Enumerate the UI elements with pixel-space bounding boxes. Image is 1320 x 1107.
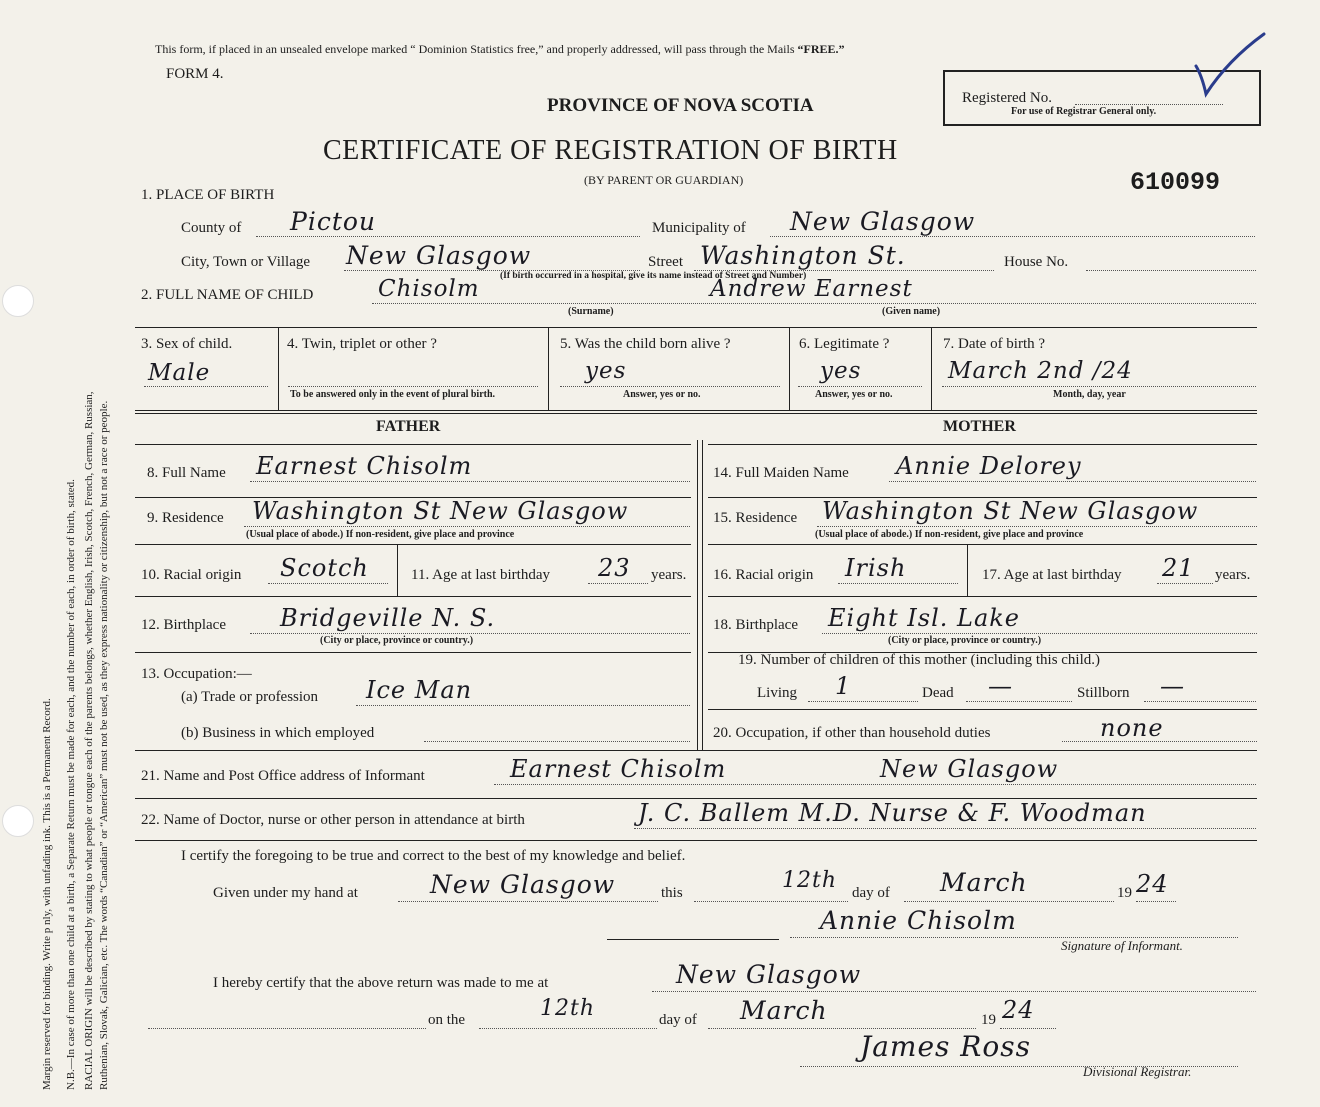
- informant-address-value: New Glasgow: [880, 755, 1059, 783]
- street-label: Street: [648, 254, 683, 270]
- binding-hole-top: [2, 285, 34, 317]
- informant-name-value: Earnest Chisolm: [510, 755, 727, 783]
- father-birthplace-label: 12. Birthplace: [141, 617, 226, 633]
- trade-value: Ice Man: [366, 676, 473, 704]
- page-subtitle: (BY PARENT OR GUARDIAN): [584, 173, 744, 187]
- mother-birthplace-label: 18. Birthplace: [713, 617, 798, 633]
- registrar-note: For use of Registrar General only.: [1011, 106, 1157, 117]
- legitimate-label: 6. Legitimate ?: [799, 336, 890, 352]
- checkmark-icon: [1188, 30, 1268, 100]
- registrar-year-value: 24: [1002, 996, 1035, 1024]
- street-value: Washington St.: [700, 241, 906, 270]
- mother-name-value: Annie Delorey: [896, 452, 1082, 480]
- father-residence-caption: (Usual place of abode.) If non-resident, give place and province: [246, 529, 515, 540]
- born-alive-caption: Answer, yes or no.: [623, 389, 701, 400]
- father-birthplace-caption: (City or place, province or country.): [320, 635, 474, 646]
- father-residence-label: 9. Residence: [147, 510, 224, 526]
- mother-name-label: 14. Full Maiden Name: [713, 465, 849, 481]
- year-prefix: 19: [1117, 885, 1132, 901]
- dob-caption: Month, day, year: [1053, 389, 1126, 400]
- child-name-label: 2. FULL NAME OF CHILD: [141, 287, 314, 303]
- given-name-caption: (Given name): [882, 306, 941, 317]
- margin-note-3: RACIAL ORIGIN will be described by stating to what people or tongue each of the parents belongs, whether English, Irish, Scotch, French, German, Russian,: [83, 391, 95, 1090]
- child-given-name-value: Andrew Earnest: [710, 276, 913, 302]
- mother-racial-label: 16. Racial origin: [713, 567, 814, 583]
- father-residence-value: Washington St New Glasgow: [252, 497, 629, 525]
- business-label: (b) Business in which employed: [181, 725, 375, 741]
- living-value: 1: [835, 672, 852, 700]
- legitimate-caption: Answer, yes or no.: [815, 389, 893, 400]
- certify-month-value: March: [940, 868, 1028, 897]
- mother-birthplace-value: Eight Isl. Lake: [828, 604, 1021, 632]
- attendant-label: 22. Name of Doctor, nurse or other person in attendance at birth: [141, 812, 525, 828]
- mother-racial-value: Irish: [845, 554, 907, 582]
- child-surname-value: Chisolm: [378, 276, 480, 302]
- on-the-label: on the: [428, 1012, 466, 1028]
- father-age-label: 11. Age at last birthday: [411, 567, 550, 583]
- sex-label: 3. Sex of child.: [141, 336, 233, 352]
- informant-label: 21. Name and Post Office address of Informant: [141, 768, 425, 784]
- registrar-month-value: March: [740, 996, 828, 1025]
- children-count-label: 19. Number of children of this mother (including this child.): [738, 652, 1101, 668]
- page-title: CERTIFICATE OF REGISTRATION OF BIRTH: [323, 135, 898, 166]
- mother-residence-caption: (Usual place of abode.) If non-resident, give place and province: [815, 529, 1084, 540]
- postal-note: This form, if placed in an unsealed envelope marked “ Dominion Statistics free,” and properly addressed, will pass through the Mails “FREE.”: [155, 42, 845, 56]
- father-occupation-label: 13. Occupation:—: [141, 666, 252, 682]
- father-name-value: Earnest Chisolm: [256, 452, 473, 480]
- place-of-birth-label: 1. PLACE OF BIRTH: [141, 187, 275, 203]
- stillborn-label: Stillborn: [1077, 685, 1130, 701]
- mother-occupation-label: 20. Occupation, if other than household duties: [713, 725, 991, 741]
- house-no-label: House No.: [1004, 254, 1069, 270]
- mother-age-label: 17. Age at last birthday: [982, 567, 1122, 583]
- this-label: this: [661, 885, 683, 901]
- margin-note-1: Margin reserved for binding. Write p nly, with unfading ink. This is a Permanent Record.: [41, 698, 53, 1090]
- father-racial-label: 10. Racial origin: [141, 567, 242, 583]
- mother-heading: MOTHER: [943, 418, 1016, 435]
- margin-note-4: Ruthenian, Slovak, Galician, etc. The words “Canadian” or “American” must not be used, as they express nationality or citizenship, but not a race or people.: [98, 400, 110, 1090]
- born-alive-label: 5. Was the child born alive ?: [560, 336, 731, 352]
- father-racial-value: Scotch: [280, 554, 369, 582]
- mother-occupation-value: none: [1100, 714, 1164, 742]
- city-value: New Glasgow: [346, 241, 532, 270]
- province-heading: PROVINCE OF NOVA SCOTIA: [547, 95, 814, 116]
- registrar-year-prefix: 19: [981, 1012, 996, 1028]
- mother-age-value: 21: [1162, 554, 1195, 582]
- form-number: FORM 4.: [166, 66, 224, 82]
- registrar-signature: James Ross: [860, 1030, 1031, 1063]
- registered-label: Registered No.: [962, 90, 1052, 106]
- city-label: City, Town or Village: [181, 254, 311, 270]
- binding-hole-bottom: [2, 805, 34, 837]
- legitimate-value: yes: [820, 358, 862, 384]
- registration-number: 610099: [1130, 168, 1221, 197]
- county-label: County of: [181, 220, 242, 236]
- mother-birthplace-caption: (City or place, province or country.): [888, 635, 1042, 646]
- father-years: years.: [651, 567, 687, 583]
- father-age-value: 23: [598, 554, 631, 582]
- registrar-caption: Divisional Registrar.: [1083, 1064, 1192, 1079]
- municipality-label: Municipality of: [652, 220, 746, 236]
- born-alive-value: yes: [585, 358, 627, 384]
- informant-signature-caption: Signature of Informant.: [1061, 938, 1183, 953]
- given-label: Given under my hand at: [213, 885, 358, 901]
- registrar-place-value: New Glasgow: [676, 960, 862, 989]
- margin-notes: [40, 50, 112, 1090]
- certify-place-value: New Glasgow: [430, 870, 616, 899]
- registrar-statement: I hereby certify that the above return was made to me at: [213, 975, 549, 991]
- informant-signature: Annie Chisolm: [820, 906, 1017, 935]
- dead-value: —: [988, 672, 1013, 700]
- mother-years: years.: [1215, 567, 1251, 583]
- municipality-value: New Glasgow: [790, 207, 976, 236]
- dob-label: 7. Date of birth ?: [943, 336, 1046, 352]
- registrar-day-of-label: day of: [659, 1012, 697, 1028]
- mother-residence-value: Washington St New Glasgow: [822, 497, 1199, 525]
- margin-note-2: N.B.—In case of more than one child at a birth, a Separate Return must be made for each, and the number of each, in order of birth, stated.: [65, 479, 77, 1090]
- surname-caption: (Surname): [568, 306, 614, 317]
- dead-label: Dead: [922, 685, 954, 701]
- certify-day-value: 12th: [782, 868, 838, 893]
- county-value: Pictou: [290, 207, 377, 236]
- sex-value: Male: [148, 360, 211, 386]
- certify-statement: I certify the foregoing to be true and correct to the best of my knowledge and belief.: [181, 848, 686, 864]
- stillborn-value: —: [1160, 672, 1185, 700]
- attendant-value: J. C. Ballem M.D. Nurse & F. Woodman: [638, 799, 1147, 827]
- day-of-label: day of: [852, 885, 890, 901]
- twin-label: 4. Twin, triplet or other ?: [287, 336, 437, 352]
- trade-label: (a) Trade or profession: [181, 689, 319, 705]
- registrar-day-value: 12th: [540, 996, 596, 1021]
- father-name-label: 8. Full Name: [147, 465, 226, 481]
- hospital-note: (If birth occurred in a hospital, give its name instead of Street and Number): [500, 271, 807, 281]
- dob-value: March 2nd /24: [948, 358, 1133, 384]
- certify-year-value: 24: [1136, 870, 1169, 898]
- mother-residence-label: 15. Residence: [713, 510, 798, 526]
- father-heading: FATHER: [376, 418, 441, 435]
- twin-note: To be answered only in the event of plural birth.: [290, 389, 496, 400]
- living-label: Living: [757, 685, 797, 701]
- father-birthplace-value: Bridgeville N. S.: [280, 604, 496, 632]
